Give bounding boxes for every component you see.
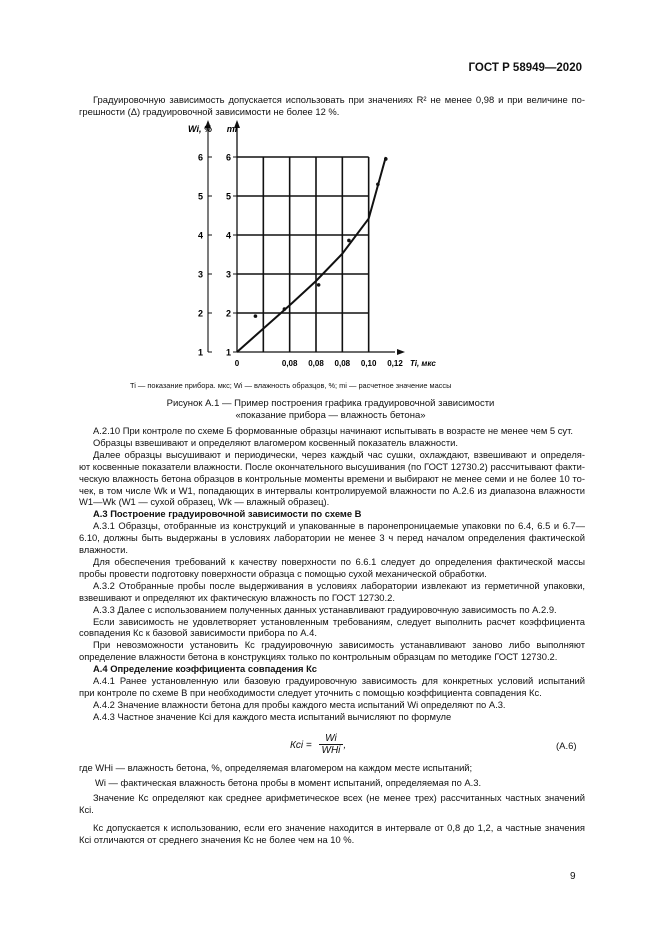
body-line: A.3.3 Далее с использованием полученных данных устанавливают градуировочную зависимость по А.2.9. (93, 603, 557, 615)
fit-curve-group (237, 157, 386, 352)
x-tick-label: 0 (234, 359, 240, 368)
y-tick-label-right: 6 (225, 152, 231, 163)
y-tick-label-right: 1 (225, 347, 231, 358)
figure-caption: Рисунок А.1 — Пример построения графика градуировочной зависимости (166, 398, 495, 409)
body-line: A.2.10 При контроле по схеме Б формованные образцы начинают испытывать в возрасте не менее чем 5 сут. (93, 425, 573, 436)
body-line: W1—Wk (W1 — сухой образец, Wk — влажный образец). (79, 496, 330, 508)
data-point (376, 183, 380, 187)
x-tick-label: 0,08 (334, 359, 351, 368)
body-line: взвешивают и определяют их фактическую влажность по ГОСТ 12730.2. (79, 591, 395, 603)
body-line: Для обеспечения требований к качеству поверхности по 6.6.1 следует до определения фактической массы (93, 555, 585, 567)
where-line: где WHi — влажность бетона, %, определяемая влагомером на каждом месте испытаний; (79, 762, 473, 773)
body-line: Значение Кс определяют как среднее арифметическое всех (не менее трех) рассчитанных частных значений (93, 791, 585, 803)
data-point (254, 314, 258, 318)
x-axis-arrow-icon (397, 349, 405, 355)
formula-tail: , (343, 740, 347, 751)
after-formula-text (79, 762, 585, 845)
body-line: ческую влажность бетона образцов в контрольные моменты времени и выбирают не менее семи и не более 10 то- (79, 472, 585, 484)
body-line: При невозможности установить Кс градуировочную зависимость устанавливают заново либо выполняют (93, 639, 585, 651)
page-number: 9 (570, 871, 576, 882)
body-line: совпадения Кс к базовой зависимости прибора по А.4. (79, 627, 317, 639)
body-line: A.4.1 Ранее установленную или базовую градуировочную зависимость для конкретных условий испытаний (93, 675, 585, 687)
chart-axes (205, 120, 405, 355)
section-heading: A.3 Построение градуировочной зависимости по схеме В (93, 508, 362, 520)
y-axis-right-title: mi (226, 124, 238, 134)
data-point (283, 307, 287, 311)
y-tick-label-left: 4 (197, 230, 203, 241)
x-tick-label: 0,10 (360, 359, 377, 368)
data-point (384, 157, 388, 161)
body-line: Далее образцы высушивают и периодически, через каждый час сушки, охлаждают, взвешивают и определя- (93, 448, 585, 460)
intro-line: грешности (Δ) градуировочной зависимости не более 12 %. (79, 105, 340, 117)
chart-grid (237, 157, 369, 352)
x-tick-label: 0,08 (281, 359, 298, 368)
body-line: Образцы взвешивают и определяют влагомером косвенный показатель влажности. (93, 436, 458, 448)
formula-lhs: Кci = (290, 740, 312, 751)
figure-legend: Ti — показание прибора. мкс; Wi — влажность образцов, %; mi — расчетное значение массы (130, 381, 452, 390)
x-tick-label: 0,12 (387, 359, 403, 368)
body-line: чек, в том числе Wk и W1, попадающих в интервалы контролируемой влажности по А.2.6 из диапазона влажности (79, 484, 585, 496)
formula-denominator: WHi (319, 744, 344, 756)
y-tick-label-right: 4 (225, 230, 231, 241)
data-point (317, 283, 321, 287)
body-line: влажности. (79, 544, 128, 556)
y-tick-label-right: 5 (225, 191, 231, 202)
calibration-chart (0, 110, 661, 380)
body-line: Если зависимость не удовлетворяет установленным требованиям, следует выполнить расчет коэффициента (93, 615, 585, 627)
y-tick-label-left: 1 (197, 347, 203, 358)
body-text (79, 425, 585, 723)
body-line: ют косвенные показатели влажности. После окончательного высушивания (по ГОСТ 12730.2) рассчитывают факти- (79, 460, 585, 472)
data-point (347, 239, 351, 243)
body-line: Кci. (79, 803, 94, 815)
body-line: A.4.3 Частное значение Кci для каждого места испытаний вычисляют по формуле (93, 710, 452, 722)
body-line: пробы провести подготовку поверхности образца с помощью сухой механической обработки. (79, 567, 487, 579)
body-line: A.3.2 Отобранные пробы после выдерживания в условиях лаборатории извлекают из герметичной упаковки, (93, 579, 585, 591)
body-line: Кci отличаются от среднего значения Кс не более чем на 10 %. (79, 833, 355, 845)
y-tick-label-left: 2 (197, 308, 203, 319)
body-line: 6.10, должны быть выдержаны в условиях лаборатории не менее 3 ч перед началом определения фактической (79, 532, 585, 544)
formula-number: (А.6) (556, 741, 577, 752)
formula-numerator: Wi (325, 733, 337, 744)
y-axis-left-title: Wi, % (188, 124, 212, 134)
where-line: Wi — фактическая влажность бетона пробы в момент испытаний, определяемая по А.3. (95, 776, 482, 788)
intro-line: Градуировочную зависимость допускается использовать при значениях R² не менее 0,98 и при величине по- (93, 94, 585, 105)
figure-caption-sub: «показание прибора — влажность бетона» (235, 410, 426, 421)
section-heading: A.4 Определение коэффициента совпадения Кс (93, 663, 317, 675)
x-tick-label: 0,08 (308, 359, 324, 368)
body-line: A.3.1 Образцы, отобранные из конструкций и упакованные в паронепроницаемые упаковки по 6.4, 6.5 и 6.7— (93, 520, 585, 532)
formula (290, 733, 346, 756)
body-line: Кс допускается к использованию, если его значение находится в интервале от 0,8 до 1,2, а частные значения (93, 821, 585, 833)
y-tick-label-right: 2 (225, 308, 231, 319)
y-tick-label-left: 3 (197, 269, 203, 280)
y-tick-label-right: 3 (225, 269, 231, 280)
document-header: ГОСТ Р 58949—2020 (468, 62, 582, 74)
body-line: A.4.2 Значение влажности бетона для пробы каждого места испытаний Wi определяют по А.3. (93, 698, 506, 710)
chart-labels (188, 124, 436, 368)
fit-curve (237, 157, 386, 352)
y-tick-label-left: 6 (197, 152, 203, 163)
data-points-group (254, 157, 388, 318)
x-axis-title: Ti, мкс (410, 359, 436, 368)
body-line: определение влажности бетона в конструкциях только по контрольным образцам по методике ГОСТ 12730.2. (79, 651, 558, 663)
y-tick-label-left: 5 (197, 191, 203, 202)
body-line: при контроле по схеме В при необходимости следует уточнить с помощью коэффициента совпадения Кс. (79, 686, 542, 698)
